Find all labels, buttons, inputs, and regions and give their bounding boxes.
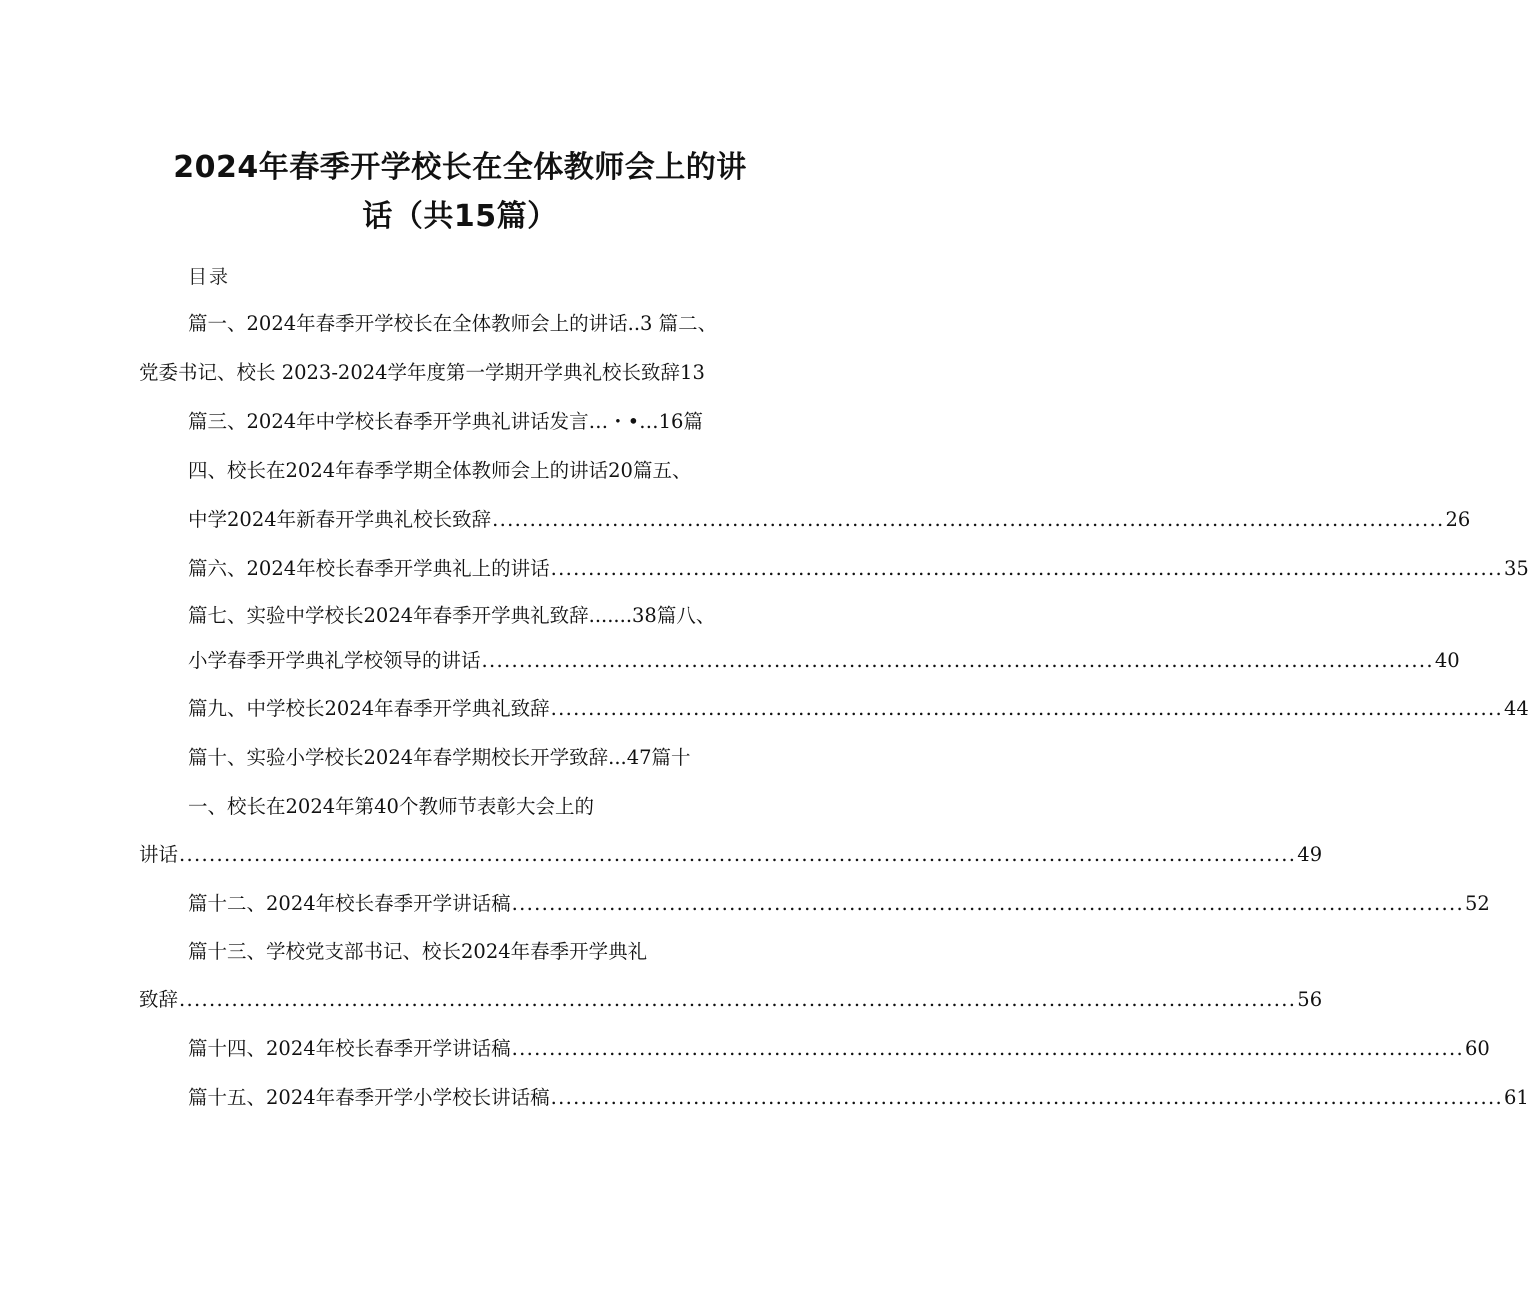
toc-leader-dots: ...............................................................................................................................: [550, 1086, 1503, 1109]
document-title-line-2: 话（共15篇）: [362, 199, 558, 234]
toc-entry-title: 篇十四、2024年校长春季开学讲话稿: [188, 1037, 511, 1060]
toc-page-number: 40: [1434, 649, 1460, 672]
toc-entry-title: 讲话: [139, 843, 179, 866]
toc-entry-title: 篇九、中学校长2024年春季开学典礼致辞: [188, 697, 550, 720]
toc-page-number: 44: [1503, 697, 1529, 720]
toc-page-number: 35: [1503, 557, 1529, 580]
toc-line[interactable]: [139, 360, 799, 386]
toc-line-text: 篇一、2024年春季开学校长在全体教师会上的讲话..3 篇二、: [188, 312, 718, 335]
toc-entry-title: 致辞: [139, 988, 179, 1011]
toc-entry-title: 篇十五、2024年春季开学小学校长讲话稿: [188, 1086, 550, 1109]
toc-leader-dots: .....................................................................................................................................................: [179, 843, 1297, 866]
toc-leader-dots: ...............................................................................................................................: [511, 892, 1464, 915]
toc-line[interactable]: [188, 603, 798, 629]
toc-page-number: 26: [1445, 508, 1471, 531]
toc-entry[interactable]: [188, 556, 1529, 582]
toc-entry[interactable]: [188, 1085, 1529, 1111]
toc-entry-title: 小学春季开学典礼学校领导的讲话: [188, 649, 481, 672]
toc-entry-title: 篇十二、2024年校长春季开学讲话稿: [188, 892, 511, 915]
toc-page-number: 61: [1503, 1086, 1529, 1109]
toc-entry[interactable]: [188, 648, 1460, 674]
toc-leader-dots: ...............................................................................................................................: [511, 1037, 1464, 1060]
toc-line-text: 党委书记、校长 2023-2024学年度第一学期开学典礼校长致辞13: [139, 361, 705, 384]
toc-line[interactable]: [188, 458, 798, 484]
toc-line[interactable]: [188, 939, 798, 965]
toc-entry[interactable]: [188, 1036, 1490, 1062]
toc-line-text: 篇七、实验中学校长2024年春季开学典礼致辞.......38篇八、: [188, 604, 716, 627]
toc-line[interactable]: [188, 745, 798, 771]
toc-line[interactable]: [188, 409, 798, 435]
toc-line-text: 篇十、实验小学校长2024年春学期校长开学致辞...47篇十: [188, 746, 691, 769]
toc-entry-title: 中学2024年新春开学典礼校长致辞: [188, 508, 492, 531]
toc-line[interactable]: [188, 311, 798, 337]
toc-entry[interactable]: [188, 696, 1529, 722]
toc-line-text: 四、校长在2024年春季学期全体教师会上的讲话20篇五、: [188, 459, 692, 482]
toc-entry[interactable]: [139, 987, 1323, 1013]
toc-line[interactable]: [188, 794, 798, 820]
toc-line-text: 一、校长在2024年第40个教师节表彰大会上的: [188, 795, 594, 818]
toc-page-number: 52: [1464, 892, 1490, 915]
toc-leader-dots: .....................................................................................................................................................: [179, 988, 1297, 1011]
toc-line-text: 篇三、2024年中学校长春季开学典礼讲话发言…・•…16篇: [188, 410, 703, 433]
toc-entry[interactable]: [188, 891, 1490, 917]
toc-leader-dots: ...............................................................................................................................: [492, 508, 1445, 531]
toc-leader-dots: ...............................................................................................................................: [550, 697, 1503, 720]
toc-page-number: 49: [1297, 843, 1323, 866]
toc-page-number: 60: [1464, 1037, 1490, 1060]
toc-page-number: 56: [1297, 988, 1323, 1011]
toc-line-text: 篇十三、学校党支部书记、校长2024年春季开学典礼: [188, 940, 648, 963]
toc-heading: 目录: [188, 266, 231, 288]
toc-leader-dots: ...............................................................................................................................: [481, 649, 1434, 672]
toc-leader-dots: ...............................................................................................................................: [550, 557, 1503, 580]
toc-entry[interactable]: [188, 507, 1471, 533]
document-title-line-1: 2024年春季开学校长在全体教师会上的讲: [173, 150, 747, 185]
toc-entry[interactable]: [139, 842, 1323, 868]
toc-entry-title: 篇六、2024年校长春季开学典礼上的讲话: [188, 557, 550, 580]
